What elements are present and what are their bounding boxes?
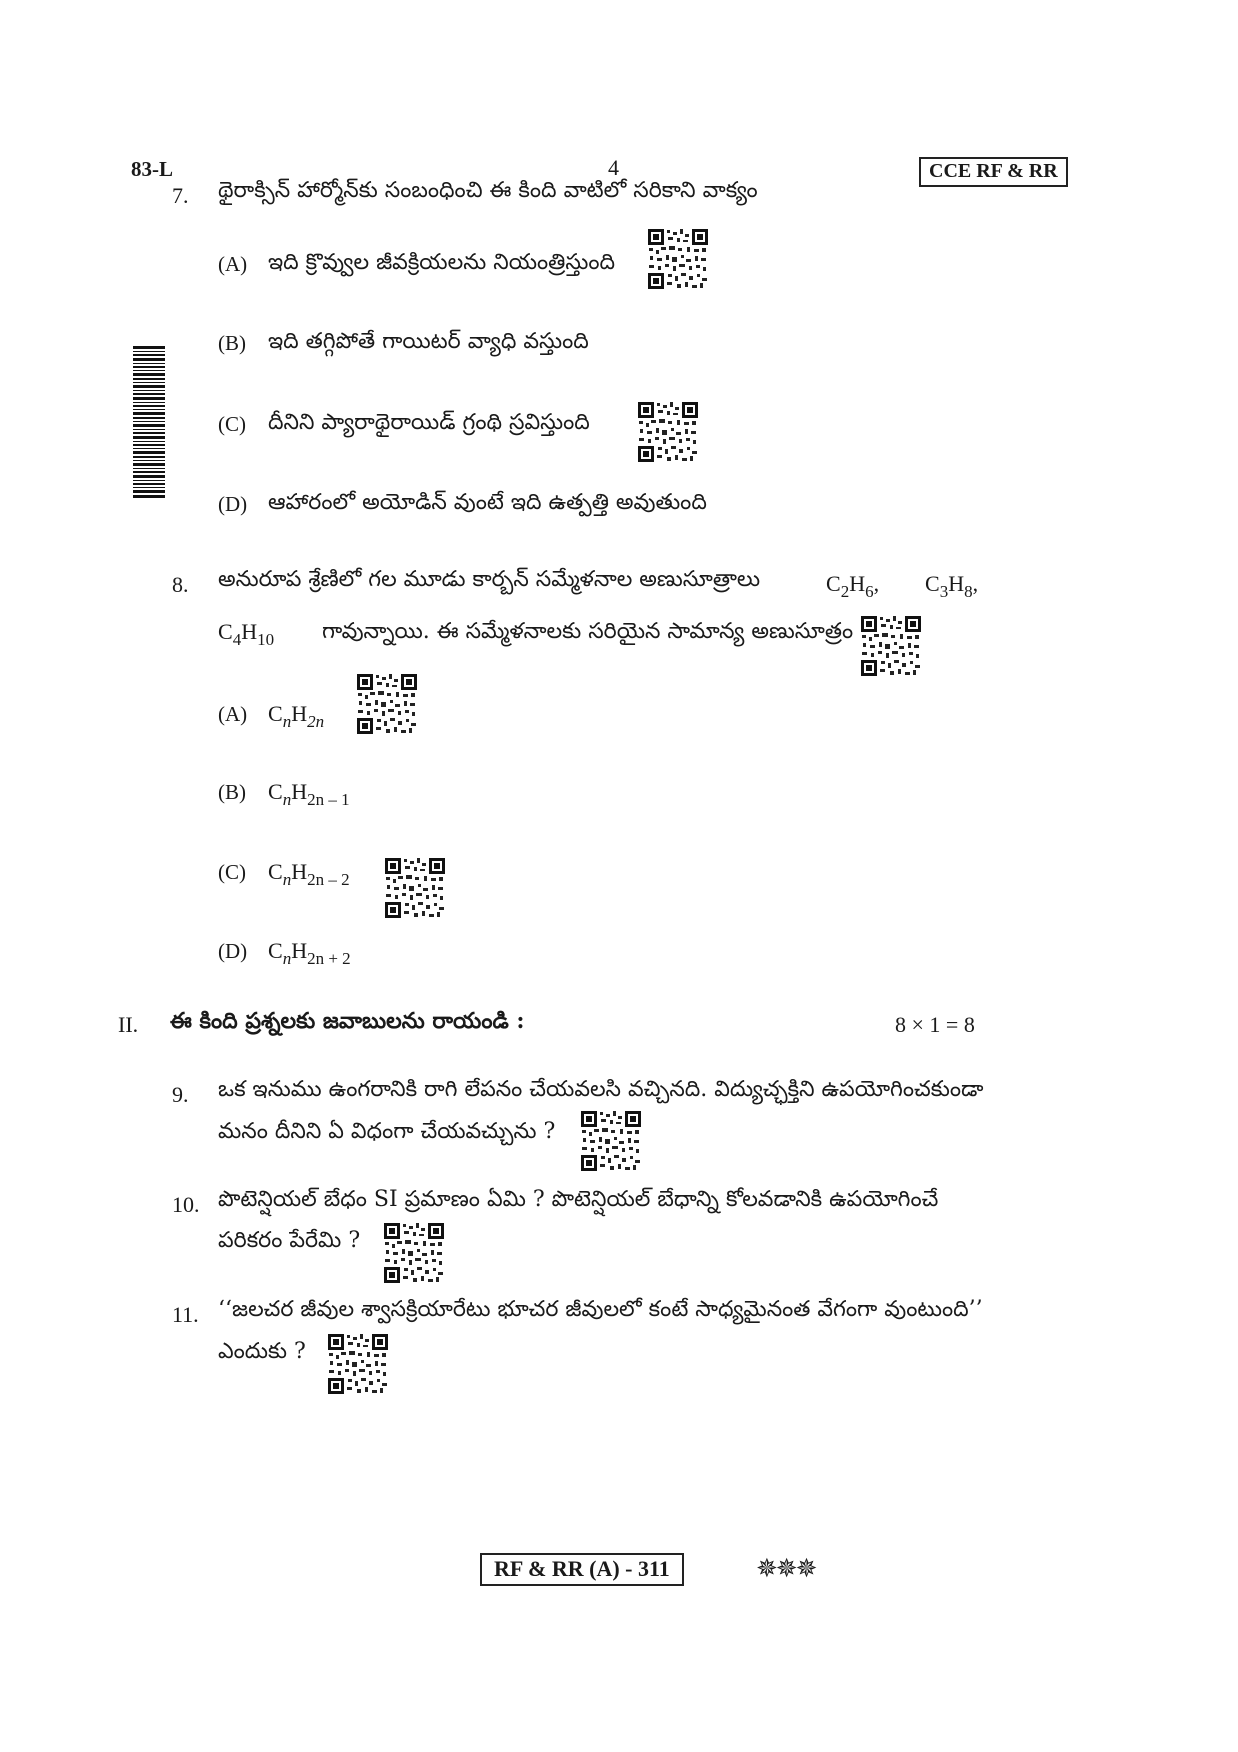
q7-option-b-text: ఇది తగ్గిపోతే గాయిటర్ వ్యాధి వస్తుంది [268,329,589,354]
q8-option-b-label: (B) [218,780,246,804]
q7-number: 7. [172,183,189,208]
formula-c4h10: $C_4H_{10}$ [218,619,275,649]
q7-option-d-label: (D) [218,492,248,516]
footer-star-icon: ✵✵✵ [756,1554,816,1584]
formula-c3h8: $C_3H_8$, [925,571,979,601]
q11-text-line1: ‘‘జలచర జీవుల శ్వాసక్రియారేటు భూచర జీవులలో కంటే సాధ్యమైనంత వేగంగా వుంటుంది’’ [218,1297,983,1322]
qr-code-icon [647,228,709,290]
section-title: ఈ కింది ప్రశ్నలకు జవాబులను రాయండి : [170,1008,525,1034]
q7-option-d-text: ఆహారంలో అయోడిన్ వుంటే ఇది ఉత్పత్తి అవుతుంది [268,490,707,515]
qr-code-icon [637,401,699,463]
qr-code-icon [383,1222,445,1284]
q8-text-line1: అనురూప శ్రేణిలో గల మూడు కార్బన్ సమ్మేళనాల అణుసూత్రాలు [218,567,761,592]
qr-code-icon [356,673,418,735]
q7-option-b-label: (B) [218,331,246,355]
q8-option-d-label: (D) [218,939,248,963]
section-marks: 8 × 1 = 8 [895,1012,975,1037]
q10-number: 10. [172,1192,200,1217]
paper-code: 83-L [131,157,173,181]
qr-code-icon [384,857,446,919]
q8-number: 8. [172,572,189,597]
section-number: II. [118,1012,139,1037]
q8-text-line2: గావున్నాయి. ఈ సమ్మేళనాలకు సరియైన సామాన్య అణుసూత్రం [322,619,854,644]
q8-option-c-formula: $C_nH_{2n - 2}$ [268,859,350,889]
qr-code-icon [327,1333,389,1395]
q8-option-a-label: (A) [218,702,248,726]
q9-text-line1: ఒక ఇనుము ఉంగరానికి రాగి లేపనం చేయవలసి వచ్చినది. విద్యుచ్ఛక్తిని ఉపయోగించకుండా [218,1077,984,1102]
q10-text-line1: పొటెన్షియల్ బేధం SI ప్రమాణం ఏమి ? పొటెన్షియల్ బేధాన్ని కోలవడానికి ఉపయోగించే [218,1187,939,1212]
q10-text-line2: పరికరం పేరేమి ? [218,1228,361,1253]
q9-number: 9. [172,1082,189,1107]
q8-option-a-formula: $C_nH_{2n}$ [268,701,325,731]
q11-text-line2: ఎందుకు ? [218,1339,306,1364]
q8-option-c-label: (C) [218,860,246,884]
formula-c2h6: $C_2H_6$, [826,571,880,601]
q8-option-d-formula: $C_nH_{2n + 2}$ [268,938,351,968]
q8-option-b-formula: $C_nH_{2n - 1}$ [268,779,350,809]
page-number: 4 [608,155,619,180]
q9-text-line2: మనం దీనిని ఏ విధంగా చేయవచ్చును ? [218,1119,556,1144]
q7-option-a-text: ఇది క్రొవ్వుల జీవక్రియలను నియంత్రిస్తుంది [268,250,616,275]
footer-code: RF & RR (A) - 311 [480,1553,684,1586]
q11-number: 11. [172,1302,199,1327]
qr-code-icon [860,615,922,677]
qr-code-icon [580,1110,642,1172]
q7-option-c-text: దీనిని ప్యారాథైరాయిడ్ గ్రంథి స్రవిస్తుంది [268,410,590,435]
exam-badge: CCE RF & RR [919,157,1068,187]
q7-text: థైరాక్సిన్ హార్మోన్‌కు సంబంధించి ఈ కింది వాటిలో సరికాని వాక్యం [218,178,758,203]
side-barcode [133,346,165,498]
q7-option-c-label: (C) [218,412,246,436]
q7-option-a-label: (A) [218,252,248,276]
